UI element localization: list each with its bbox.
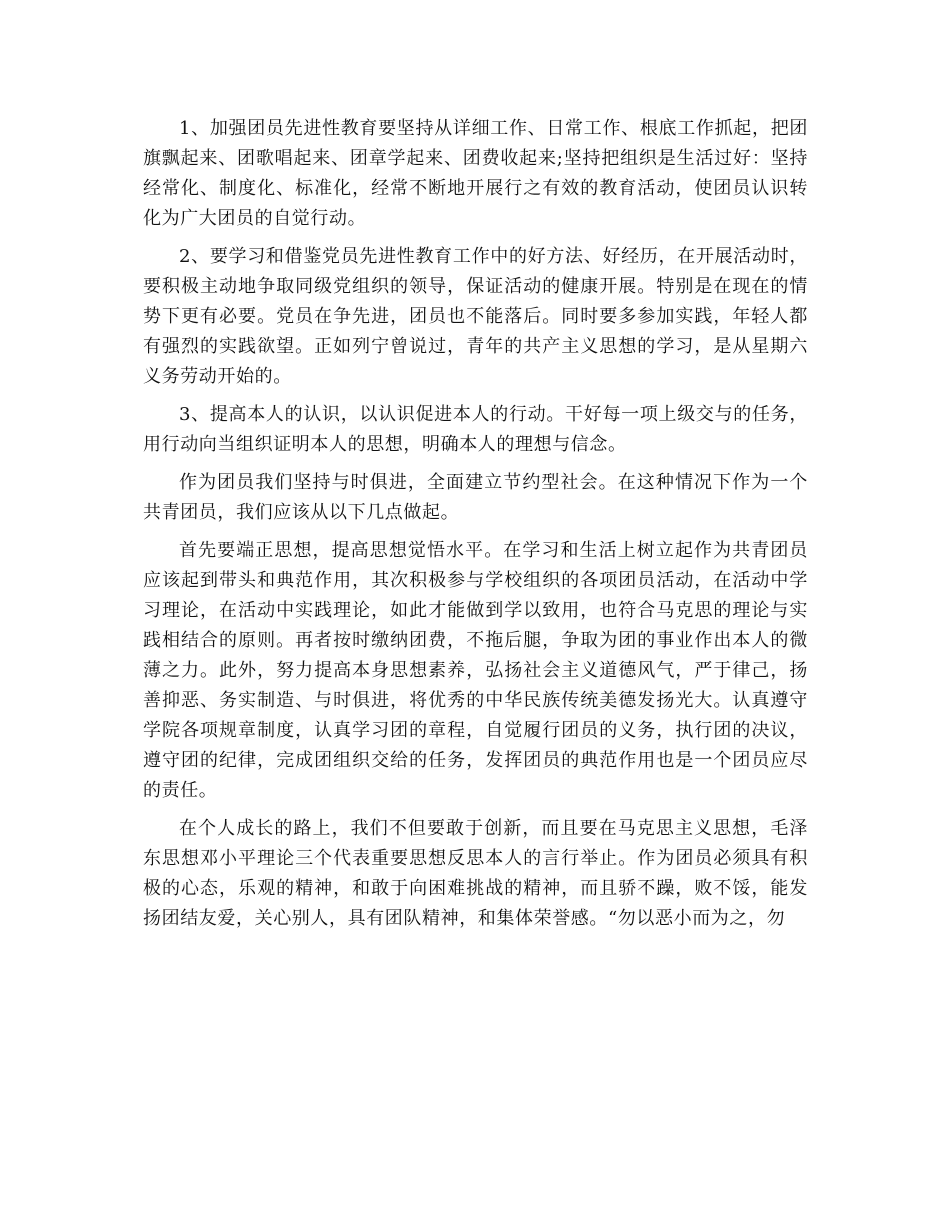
paragraph-5: 首先要端正思想，提高思想觉悟水平。在学习和生活上树立起作为共青团员应该起到带头和典范作用，其次积极参与学校组织的各项团员活动，在活动中学习理论，在活动中实践理论，如此才能做到学以致用，也符合马克思的理论与实践相结合的原则。再者按时缴纳团费，不拖后腿，争取为团的事业作出本人的微薄之力。此外，努力提高本身思想素养，弘扬社会主义道德风气，严于律己，扬善抑恶、务实制造、与时俱进，将优秀的中华民族传统美德发扬光大。认真遵守学院各项规章制度，认真学习团的章程，自觉履行团员的义务，执行团的决议，遵守团的纪律，完成团组织交给的任务，发挥团员的典范作用也是一个团员应尽的责任。	[143, 540, 808, 801]
paragraph-3: 3、提高本人的认识，以认识促进本人的行动。干好每一项上级交与的任务，用行动向当组织证明本人的思想，明确本人的理想与信念。	[143, 404, 808, 455]
paragraph-4: 作为团员我们坚持与时俱进，全面建立节约型社会。在这种情况下作为一个共青团员，我们应该从以下几点做起。	[143, 472, 808, 523]
document-body	[143, 114, 808, 942]
paragraph-2: 2、要学习和借鉴党员先进性教育工作中的好方法、好经历，在开展活动时，要积极主动地争取同级党组织的领导，保证活动的健康开展。特别是在现在的情势下更有必要。党员在争先进，团员也不能落后。同时要多参加实践，年轻人都有强烈的实践欲望。正如列宁曾说过，青年的共产主义思想的学习，是从星期六义务劳动开始的。	[143, 246, 808, 387]
paragraph-1: 1、加强团员先进性教育要坚持从详细工作、日常工作、根底工作抓起，把团旗飘起来、团歌唱起来、团章学起来、团费收起来;坚持把组织是生活过好：坚持经常化、制度化、标准化，经常不断地开展行之有效的教育活动，使团员认识转化为广大团员的自觉行动。	[143, 118, 808, 229]
paragraph-6: 在个人成长的路上，我们不但要敢于创新，而且要在马克思主义思想，毛泽东思想邓小平理论三个代表重要思想反思本人的言行举止。作为团员必须具有积极的心态，乐观的精神，和敢于向困难挑战的精神，而且骄不躁，败不馁，能发扬团结友爱，关心别人，具有团队精神，和集体荣誉感。“勿以恶小而为之，勿	[143, 818, 808, 929]
